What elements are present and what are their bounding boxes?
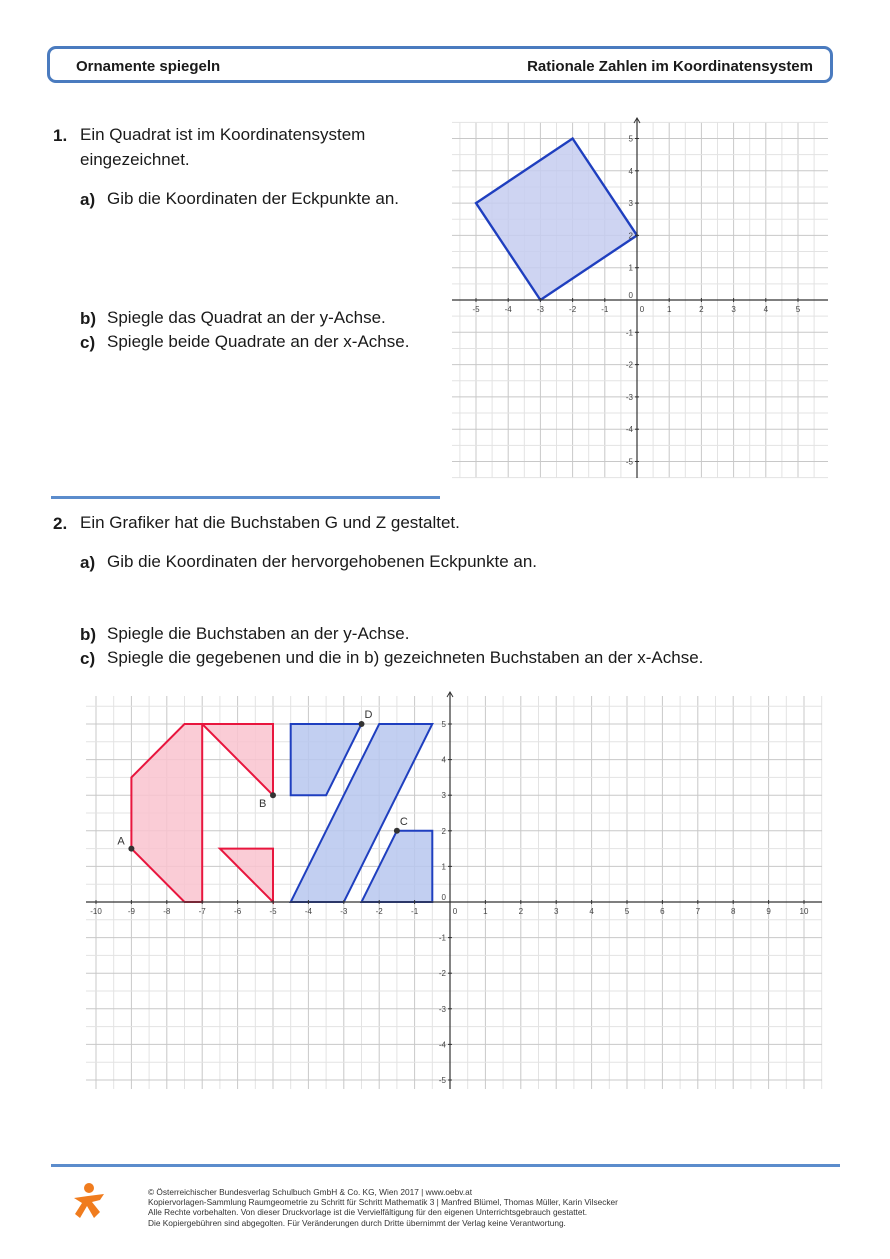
task1-a-label: a)	[80, 190, 96, 209]
task1-b-label: b)	[80, 309, 97, 328]
logo-body	[74, 1194, 104, 1218]
point-label-B: B	[259, 798, 267, 811]
x-tick-label: 0	[452, 907, 458, 916]
y-tick-label: 1	[441, 862, 446, 872]
x-tick-label: -5	[269, 907, 277, 916]
task2-a-text: Gib die Koordinaten der hervorgehobenen Eckpunkte an.	[107, 552, 538, 571]
footer-copyright	[148, 1187, 848, 1228]
x-tick-label: -10	[90, 907, 102, 916]
task2-c-label: c)	[80, 649, 96, 668]
task2-b-text: Spiegle die Buchstaben an der y-Achse.	[107, 624, 410, 643]
y-tick-label: 4	[441, 755, 446, 765]
y-tick-label: 2	[441, 826, 446, 836]
x-tick-label: 5	[624, 907, 630, 916]
task2-text: Ein Grafiker hat die Buchstaben G und Z gestaltet.	[80, 513, 460, 532]
y-tick-label: 1	[628, 263, 633, 273]
shape-G-outer	[131, 724, 202, 902]
x-tick-label: -4	[504, 305, 512, 314]
y-tick-label: 4	[628, 166, 633, 176]
y-tick-label: -5	[625, 457, 633, 467]
header-left-title: Ornamente spiegeln	[76, 58, 221, 75]
x-tick-label: 1	[666, 305, 672, 314]
x-tick-label: 8	[730, 907, 736, 916]
x-tick-label: 1	[483, 907, 488, 916]
task1-text-line2: eingezeichnet.	[80, 150, 190, 169]
x-tick-label: -1	[411, 907, 419, 916]
x-tick-label: -7	[198, 907, 206, 916]
task2-number: 2.	[53, 514, 68, 533]
y-tick-label: -1	[438, 933, 446, 943]
y-tick-label: 3	[628, 199, 633, 209]
task2-a-label: a)	[80, 553, 96, 572]
x-tick-label: -6	[234, 907, 242, 916]
point-A	[128, 846, 134, 852]
header-right-title: Rationale Zahlen im Koordinatensystem	[527, 58, 813, 75]
x-tick-label: 3	[731, 305, 736, 314]
footer-line-2: Kopiervorlagen-Sammlung Raumgeometrie zu Schritt für Schritt Mathematik 3 | Manfred Blümel, Thomas Müller, Karin Vilsecker	[148, 1197, 618, 1208]
point-label-D: D	[364, 709, 373, 721]
x-tick-label: 4	[589, 907, 594, 916]
point-label-C: C	[399, 815, 408, 828]
x-tick-label: 5	[795, 305, 801, 314]
y-tick-label: -3	[625, 392, 633, 402]
y-tick-label: 0	[441, 893, 446, 902]
task1-c-label: c)	[80, 333, 96, 352]
x-tick-label: -9	[127, 907, 135, 916]
footer-line-3: Alle Rechte vorbehalten. Von dieser Druckvorlage ist die Vervielfältigung für den eigenen Unterrichtsgebrauch gestattet.	[148, 1207, 588, 1218]
y-tick-label: -5	[438, 1076, 446, 1085]
x-tick-label: -3	[536, 305, 544, 314]
point-B	[270, 792, 276, 798]
task1-text-line1: Ein Quadrat ist im Koordinatensystem	[80, 125, 366, 144]
y-tick-label: -4	[438, 1040, 446, 1050]
y-tick-label: -2	[438, 969, 446, 979]
footer-line-1: © Österreichischer Bundesverlag Schulbuch GmbH & Co. KG, Wien 2017 | www.oebv.at	[148, 1187, 472, 1197]
y-tick-label: 5	[441, 720, 446, 729]
x-tick-label: 4	[763, 305, 769, 314]
publisher-logo-icon	[70, 1182, 110, 1222]
x-tick-label: 2	[518, 907, 524, 916]
footer-line-4: Die Kopiergebühren sind abgegolten. Für Veränderungen durch Dritte übernimmt der Verlag keine Verantwortung.	[148, 1217, 566, 1228]
y-tick-label: 3	[441, 791, 446, 801]
task1-number: 1.	[53, 126, 68, 145]
point-D	[359, 721, 365, 727]
x-tick-label: 10	[799, 907, 809, 916]
y-tick-label: 0	[628, 291, 633, 300]
x-tick-label: 9	[766, 907, 771, 916]
y-tick-label: -2	[625, 360, 633, 370]
shape-G-inner	[220, 849, 273, 902]
y-tick-label: -3	[438, 1004, 446, 1014]
logo-head	[84, 1183, 94, 1193]
y-tick-label: -4	[625, 425, 633, 435]
task1-b-text: Spiegle das Quadrat an der y-Achse.	[107, 308, 386, 327]
x-tick-label: 7	[695, 907, 701, 916]
footer-divider	[51, 1164, 840, 1167]
x-tick-label: 2	[699, 305, 704, 314]
x-tick-label: -2	[375, 907, 383, 916]
x-tick-label: -2	[569, 305, 577, 314]
task2-b-label: b)	[80, 625, 97, 644]
task1-c-text: Spiegle beide Quadrate an der x-Achse.	[107, 332, 410, 351]
x-tick-label: -1	[601, 305, 609, 314]
x-tick-label: -5	[472, 305, 480, 314]
y-tick-label: 5	[628, 134, 633, 144]
task2-c-text: Spiegle die gegebenen und die in b) gezeichneten Buchstaben an der x-Achse.	[107, 648, 704, 667]
x-tick-label: -3	[340, 907, 348, 916]
x-tick-label: -4	[304, 907, 312, 916]
task1-a-text: Gib die Koordinaten der Eckpunkte an.	[107, 189, 400, 208]
x-tick-label: 3	[553, 907, 559, 916]
x-tick-label: 0	[639, 305, 645, 314]
y-tick-label: 2	[628, 231, 633, 241]
y-tick-label: -1	[625, 328, 633, 338]
x-tick-label: 6	[660, 907, 665, 916]
x-tick-label: -8	[163, 907, 171, 916]
point-label-A: A	[117, 835, 125, 848]
point-C	[394, 828, 400, 834]
